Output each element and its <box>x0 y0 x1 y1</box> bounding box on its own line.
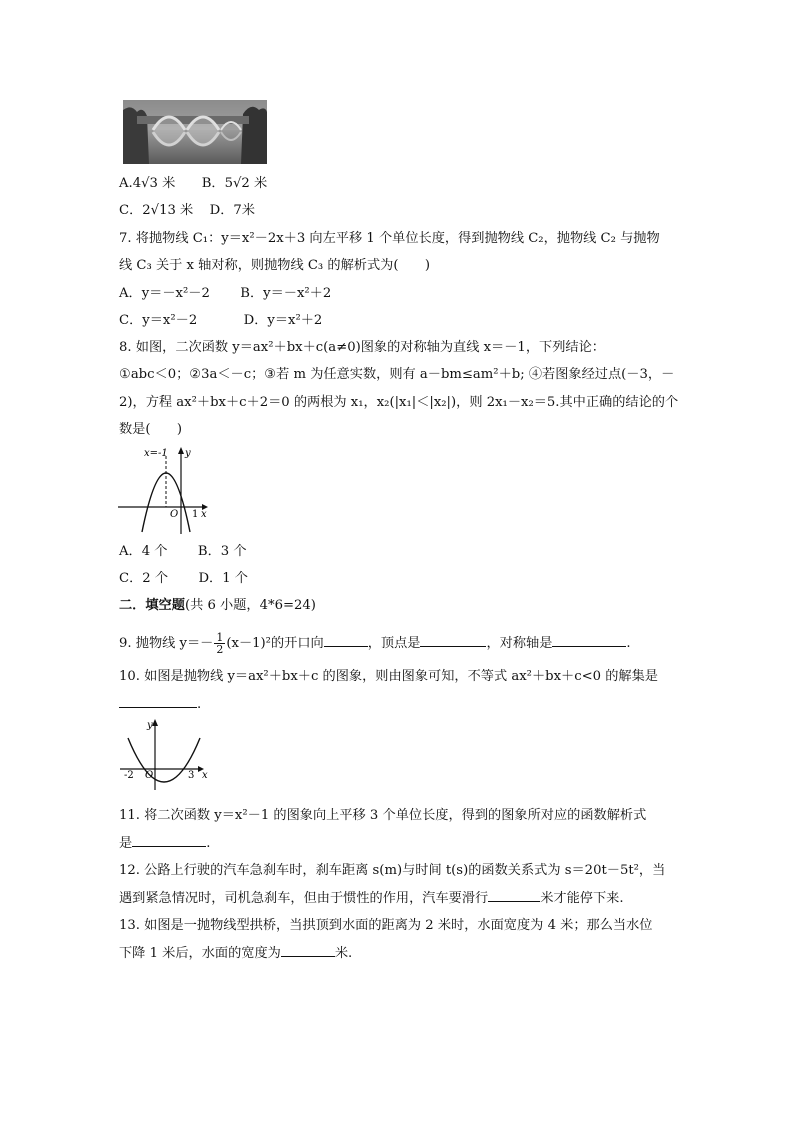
q8-stem-line1: 8. 如图，二次函数 y＝ax²＋bx＋c(a≠0)图象的对称轴为直线 x＝－1，下列结论： <box>119 340 605 355</box>
arch-bridge-photo <box>123 100 267 164</box>
q7-options-row1 <box>119 285 331 303</box>
q7-options-row2 <box>119 312 322 330</box>
q9-fraction <box>214 632 225 655</box>
q10-end: . <box>197 697 202 712</box>
q9-blank-direction[interactable] <box>324 634 368 647</box>
q10-stem-line2 <box>119 695 201 714</box>
q8-options-row1 <box>119 543 247 561</box>
q11-blank-answer[interactable] <box>132 834 206 847</box>
q13-stem-line1: 13. 如图是一抛物线型拱桥，当拱顶到水面的距离为 2 米时，水面宽度为 4 米；那么当水位 <box>119 918 653 933</box>
q8-stem-line2: ①abc＜0；②3a＜－c；③若 m 为任意实数，则有 a－bm≤am²＋b; ④若图象经过点(－3，－ <box>119 367 675 382</box>
q9-rest1: (x－1)²的开口向 <box>226 636 324 651</box>
q12-stem-line1: 12. 公路上行驶的汽车急刹车时，刹车距离 s(m)与时间 t(s)的函数关系式为 s＝20t－5t²，当 <box>119 863 666 878</box>
q13-line2-suffix: 米. <box>334 946 353 961</box>
q9-blank-axis[interactable] <box>552 634 626 647</box>
q11-stem-line1: 11. 将二次函数 y＝x²－1 的图象向上平移 3 个单位长度，得到的图象所对应的函数解析式 <box>119 808 647 823</box>
q9-blank-vertex[interactable] <box>420 634 486 647</box>
q8-axis-label: x=-1 <box>144 448 168 459</box>
q6-options-row1 <box>119 175 267 193</box>
q8-option-d: D．1 个 <box>198 571 248 586</box>
q8-parabola-graph <box>118 444 218 536</box>
q9-fraction-num: 1 <box>216 631 224 644</box>
q10-y-axis-arrow-icon <box>152 719 158 726</box>
q11-line2-prefix: 是 <box>119 836 133 851</box>
q8-stem-line4: 数是( ) <box>119 422 183 437</box>
q10-y-label: y <box>147 720 153 731</box>
q8-option-c: C．2 个 <box>119 571 169 586</box>
q12-blank-answer[interactable] <box>488 889 540 902</box>
q7-stem-line2: 线 C₃ 关于 x 轴对称，则抛物线 C₃ 的解析式为( ) <box>119 258 431 273</box>
q8-y-label: y <box>185 448 191 459</box>
q10-parabola-graph <box>118 716 210 792</box>
section-2-heading <box>119 597 316 615</box>
q12-line2-prefix: 遇到紧急情况时，司机急刹车，但由于惯性的作用，汽车要滑行 <box>119 891 489 906</box>
q8-stem-line3: 2)，方程 ax²＋bx＋c＋2＝0 的两根为 x₁，x₂(|x₁|＜|x₂|)，则 2x₁－x₂＝5.其中正确的结论的个 <box>119 395 679 410</box>
q8-option-b: B．3 个 <box>197 544 247 559</box>
q9-fraction-den: 2 <box>216 643 224 656</box>
q6-option-c: C．2√13 米 <box>119 203 194 218</box>
q12-line2-suffix: 米才能停下来. <box>540 891 624 906</box>
q6-option-a: A.4√3 米 <box>119 176 176 191</box>
q13-line2-prefix: 下降 1 米后，水面的宽度为 <box>119 946 281 961</box>
q13-stem-line2 <box>119 944 352 963</box>
q9-prefix: 9. 抛物线 y＝－ <box>119 636 214 651</box>
q9-rest3: ，对称轴是 <box>486 636 553 651</box>
q8-options-row2 <box>119 570 248 588</box>
q9-stem <box>119 632 631 655</box>
q10-stem-line1: 10. 如图是抛物线 y＝ax²＋bx＋c 的图象，则由图象可知，不等式 ax²＋bx＋c<0 的解集是 <box>119 669 658 684</box>
q8-origin-label: O <box>170 509 179 520</box>
q9-rest2: ，顶点是 <box>367 636 421 651</box>
q10-neg2-label: -2 <box>124 770 134 781</box>
q7-option-b: B．y＝－x²＋2 <box>240 286 332 301</box>
section-2-title: 二．填空题 <box>119 598 185 613</box>
q7-option-c: C．y＝x²－2 <box>119 313 198 328</box>
q8-option-a: A．4 个 <box>119 544 168 559</box>
q10-three-label: 3 <box>188 770 195 781</box>
q7-option-d: D．y＝x²＋2 <box>243 313 323 328</box>
q12-stem-line2 <box>119 889 624 908</box>
q7-stem-line1: 7. 将抛物线 C₁：y＝x²－2x＋3 向左平移 1 个单位长度，得到抛物线 C₂，抛物线 C₂ 与抛物 <box>119 231 660 246</box>
q6-option-b: B．5√2 米 <box>201 176 268 191</box>
q7-option-a: A．y＝－x²－2 <box>119 286 210 301</box>
q9-end: . <box>626 636 631 651</box>
q8-y-axis-arrow-icon <box>178 447 184 454</box>
q10-blank-answer[interactable] <box>119 695 197 708</box>
q8-one-label: 1 <box>192 509 199 520</box>
q10-x-label: x <box>202 770 208 781</box>
q6-options-row2 <box>119 202 255 220</box>
q10-origin-label: O <box>145 770 154 781</box>
q11-end: . <box>206 836 211 851</box>
section-2-note: (共 6 小题，4*6=24) <box>184 598 316 613</box>
q6-option-d: D．7米 <box>209 203 255 218</box>
q11-stem-line2 <box>119 834 210 853</box>
q8-x-label: x <box>201 509 207 520</box>
q13-blank-answer[interactable] <box>281 944 335 957</box>
